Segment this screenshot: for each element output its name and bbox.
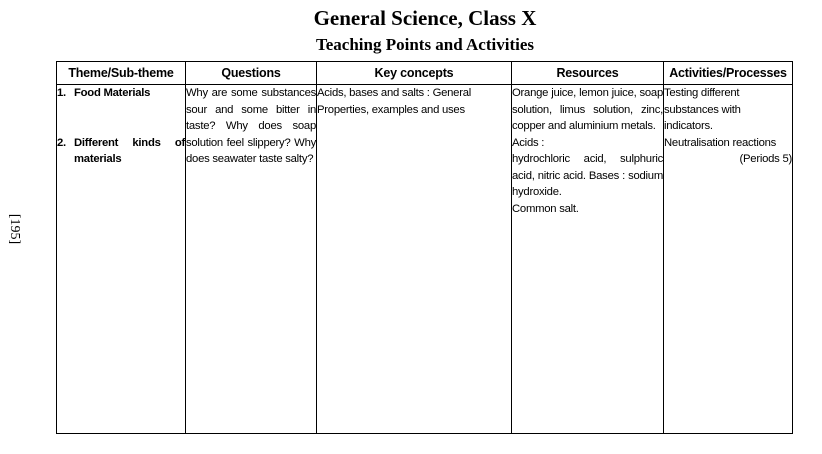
- teaching-points-table: [56, 61, 793, 434]
- resources-text: Orange juice, lemon juice, soap solution, limus solution, zinc, copper and aluminium metals.: [512, 87, 663, 132]
- key-concepts-cell: Acids, bases and salts : General Properties, examples and uses: [317, 85, 512, 434]
- resources-text: hydrochloric acid, sulphuric acid, nitric acid. Bases : sodium hydroxide.: [512, 153, 663, 198]
- column-header-activities: Activities/Processes: [664, 62, 793, 85]
- column-header-key-concepts: Key concepts: [317, 62, 512, 85]
- page-title: General Science, Class X: [313, 6, 537, 30]
- resources-text: Acids :: [512, 136, 545, 149]
- activities-text: Testing different substances with indicators.: [664, 87, 741, 132]
- page-subtitle: Teaching Points and Activities: [315, 35, 535, 54]
- page-number-text: [195]: [7, 213, 23, 245]
- page-number: [4, 212, 24, 246]
- theme-item-number: 1.: [57, 87, 66, 99]
- resources-text: Common salt.: [512, 202, 579, 215]
- column-header-theme: Theme/Sub-theme: [57, 62, 186, 85]
- questions-cell: Why are some substances sour and some bitter in taste? Why does soap solution feel slippery? Why does seawater taste salty?: [186, 85, 317, 434]
- activities-periods: (Periods 5): [739, 153, 792, 165]
- theme-cell: [57, 85, 186, 434]
- theme-item-2: [57, 135, 185, 168]
- table-header-row: [57, 62, 793, 85]
- theme-item-number: 2.: [57, 136, 66, 149]
- theme-item-text: Different kinds of materials: [74, 136, 185, 165]
- activities-text: Neutralisation reactions: [664, 136, 777, 149]
- theme-item-text: Food Materials: [74, 87, 151, 99]
- theme-item-1: [57, 85, 185, 102]
- column-header-questions: Questions: [186, 62, 317, 85]
- activities-cell: [664, 85, 793, 434]
- resources-cell: [512, 85, 664, 434]
- table-row: [57, 85, 793, 434]
- column-header-resources: Resources: [512, 62, 664, 85]
